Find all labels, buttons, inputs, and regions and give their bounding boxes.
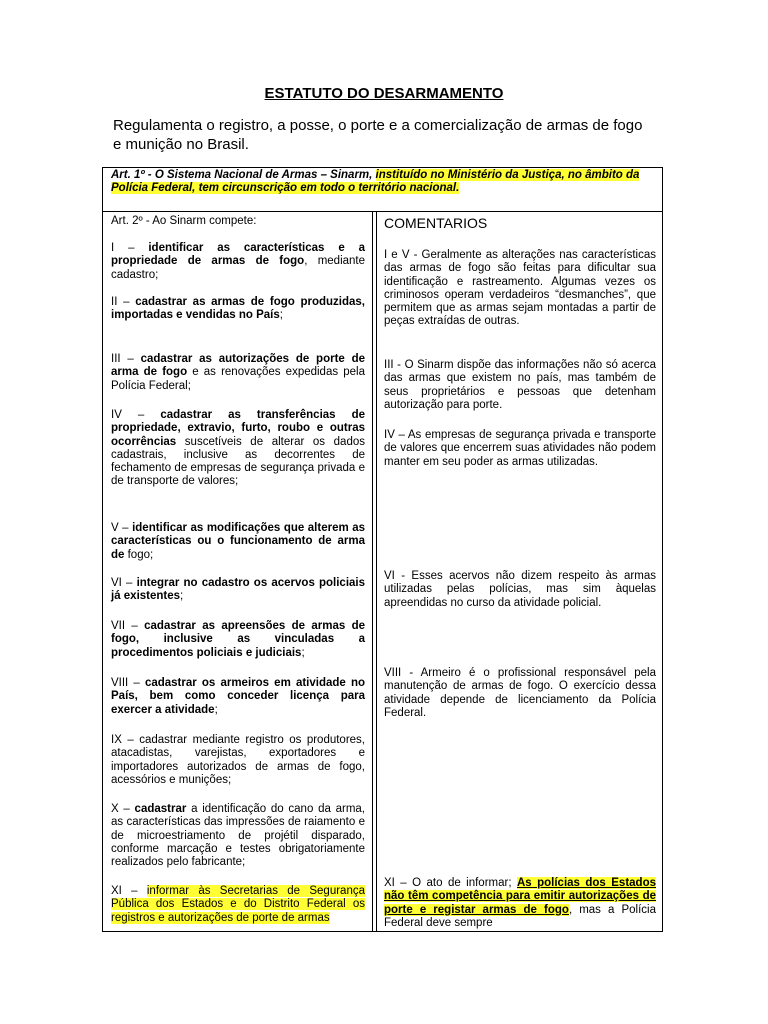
article-1-highlight: instituído no Ministério da Justiça, no âmbito da Polícia Federal, tem circunscrição em todo o território nacional. <box>111 169 640 194</box>
item-number: VII – <box>111 620 145 632</box>
item-text: ; <box>279 309 283 322</box>
item-text: a identificação do cano da arma, as características das impressões de raiamento e de microestriamento de projétil disparado, conforme marcação e testes obrigatoriamente realizados pelo fabricante; <box>111 803 365 869</box>
document-subtitle: Regulamenta o registro, a posse, o porte e a comercialização de armas de fogo e munição no Brasil. <box>113 117 643 153</box>
item-i <box>111 242 365 282</box>
item-bold-text: integrar no cadastro os acervos policiais já existentes <box>111 577 365 603</box>
item-iv <box>111 409 365 489</box>
item-viii <box>111 677 365 717</box>
item-v <box>111 522 365 562</box>
item-text: ; <box>214 703 218 716</box>
item-bold-text: cadastrar as autorizações de porte de arma de fogo <box>111 353 366 379</box>
item-number: III – <box>111 353 141 365</box>
comment-text: XI – O ato de informar; <box>384 877 517 889</box>
comment-vi: VI - Esses acervos não dizem respeito às armas utilizadas pelas polícias, mas sim àquelas apreendidas no curso da atividade policial. <box>384 570 656 609</box>
comment-iii: III - O Sinarm dispõe das informações não só acerca das armas que existem no país, mas também de seus proprietários e pessoas que detenham autorização para porte. <box>384 359 656 411</box>
comment-i-v: I e V - Geralmente as alterações nas características das armas de fogo são feitas para dificultar sua identificação e rastreamento. Algumas vezes os criminosos operam verdadeiros “desmanches”, que permitem que as armas sejam montadas a partir de peças extraídas de outras. <box>384 249 656 328</box>
item-text: , mediante cadastro; <box>111 255 366 281</box>
article-1 <box>103 168 662 212</box>
item-text: e as renovações expedidas pela Polícia Federal; <box>111 366 365 392</box>
item-ii <box>111 296 365 323</box>
item-number: X – <box>111 803 135 815</box>
item-bold-text: cadastrar as transferências de propriedade, extravio, furto, roubo e outras ocorrências <box>111 409 365 448</box>
comment-highlight-text: As polícias dos Estados não têm competência para emitir autorizações de porte e registar armas de fogo <box>384 877 656 916</box>
item-number: XI – <box>111 885 147 897</box>
item-highlight-text: informar às Secretarias de Segurança Pública dos Estados e do Distrito Federal os registros e autorizações de porte de armas <box>111 885 365 924</box>
item-number: II – <box>111 296 136 308</box>
item-text: suscetíveis de alterar os dados cadastrais, inclusive as decorrentes de fechamento de empresas de segurança privada e de transporte de valores; <box>111 435 365 488</box>
item-number: I – <box>111 242 149 254</box>
item-text: ; <box>180 590 184 603</box>
item-text: fogo; <box>124 548 154 561</box>
item-x <box>111 803 365 869</box>
document-title: ESTATUTO DO DESARMAMENTO <box>264 85 504 102</box>
item-bold-text: cadastrar <box>134 803 187 815</box>
article-1-text: Art. 1º - O Sistema Nacional de Armas – Sinarm, <box>111 169 376 181</box>
comment-viii: VIII - Armeiro é o profissional responsável pela manutenção de armas de fogo. O exercício dessa atividade depende de licenciamento da Polícia Federal. <box>384 667 656 719</box>
item-number: IV – <box>111 409 161 421</box>
item-number: V – <box>111 522 133 534</box>
comment-xi <box>384 877 656 930</box>
item-bold-text: cadastrar os armeiros em atividade no País, bem como conceder licença para exercer a atividade <box>111 677 365 716</box>
item-number: VIII – <box>111 677 145 689</box>
item-iii <box>111 353 365 393</box>
item-text: ; <box>301 646 305 659</box>
article-2-heading: Art. 2º - Ao Sinarm compete: <box>111 215 257 227</box>
comment-iv: IV – As empresas de segurança privada e transporte de valores que encerrem suas atividades não podem manter em seu poder as armas utilizadas. <box>384 429 656 468</box>
item-bold-text: cadastrar as armas de fogo produzidas, importadas e vendidas no País <box>111 296 365 322</box>
item-number: VI – <box>111 577 137 589</box>
item-bold-text: identificar as características e a propriedade de armas de fogo <box>111 242 365 268</box>
item-vi <box>111 577 365 604</box>
item-vii <box>111 620 365 660</box>
statute-table <box>102 167 663 932</box>
item-bold-text: cadastrar as apreensões de armas de fogo, inclusive as vinculadas a procedimentos policiais e judiciais <box>111 620 365 659</box>
item-xi <box>111 885 365 925</box>
comment-text: , mas a Polícia Federal deve sempre <box>384 903 656 929</box>
articles-column <box>103 212 373 931</box>
comments-heading: COMENTARIOS <box>384 215 488 231</box>
item-bold-text: identificar as modificações que alterem as características ou o funcionamento de arma de <box>111 522 365 561</box>
comments-column <box>376 212 662 931</box>
item-ix: IX – cadastrar mediante registro os produtores, atacadistas, varejistas, exportadores e importadores autorizados de armas de fogo, acessórios e munições; <box>111 734 365 786</box>
